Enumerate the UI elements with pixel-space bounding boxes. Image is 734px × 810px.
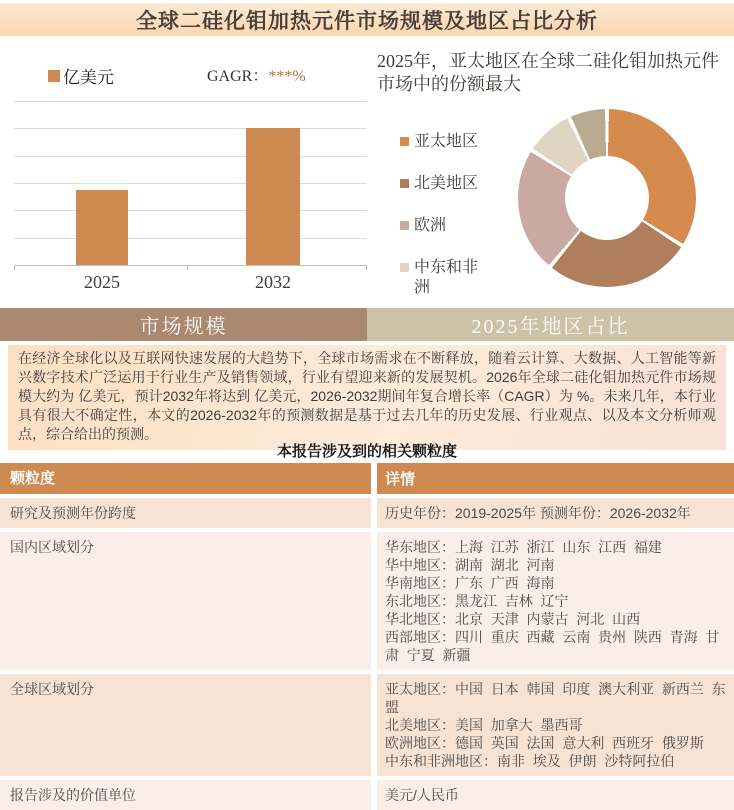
table-row <box>0 532 734 670</box>
donut-chart <box>518 109 696 287</box>
section-tabs <box>0 308 734 341</box>
detail-line: 中东和非洲地区：南非 埃及 伊朗 沙特阿拉伯 <box>385 753 675 769</box>
legend-item <box>400 216 488 236</box>
gridline <box>14 128 367 129</box>
row-value-cell <box>377 674 734 776</box>
tab-region-share[interactable]: 2025年地区占比 <box>367 308 734 341</box>
table-header-row <box>0 463 734 494</box>
row-value-cell <box>377 532 734 670</box>
detail-line: 历史年份：2019-2025年 预测年份：2026-2032年 <box>385 505 691 521</box>
legend-label: 亚太地区 <box>414 133 479 150</box>
detail-line: 西部地区：四川 重庆 西藏 云南 贵州 陕西 青海 甘肃 宁夏 新疆 <box>385 629 720 663</box>
detail-line: 北美地区：美国 加拿大 墨西哥 <box>385 717 583 733</box>
title-bar <box>0 3 734 36</box>
row-value-cell <box>377 498 734 528</box>
gridline <box>14 210 367 211</box>
row-label-cell: 报告涉及的价值单位 <box>0 780 371 810</box>
axis-tick <box>14 266 15 270</box>
detail-line: 亚太地区：中国 日本 韩国 印度 澳大利亚 新西兰 东盟 <box>385 681 726 715</box>
bar-chart <box>14 101 367 266</box>
bar-unit-label: 亿美元 <box>63 68 114 87</box>
table-header-granularity: 颗粒度 <box>0 463 371 494</box>
market-summary-paragraph: 在经济全球化以及互联网快速发展的大趋势下，全球市场需求在不断释放，随着云计算、大数据、人工智能等新兴数字技术广泛运用于行业生产及销售领域，行业有望迎来新的发展契机。2026年全球二硅化钼加热元件市场规模大约为 亿美元，预计2032年将达到 亿美元，2026-2032期间年复合增长率（CAGR）为 %。未来几年，本行业具有很大不确定性，本文的2026-2032年的预测数据是基于过去几年的历史发展、行业观点、以及本文分析师观点，综合给出的预测。 <box>8 345 726 450</box>
legend-marker-icon <box>400 221 409 230</box>
axis-tick <box>366 266 367 270</box>
row-label-cell: 研究及预测年份跨度 <box>0 498 371 528</box>
legend-item <box>400 132 488 152</box>
row-label-cell: 国内区域划分 <box>0 532 371 670</box>
row-value-cell <box>377 780 734 810</box>
legend-swatch-icon <box>48 70 60 82</box>
legend-marker-icon <box>400 179 409 188</box>
gridline <box>14 183 367 184</box>
gridline <box>14 101 367 102</box>
legend-marker-icon <box>400 137 409 146</box>
detail-line: 华东地区：上海 江苏 浙江 山东 江西 福建 <box>385 539 662 555</box>
detail-line: 东北地区：黑龙江 吉林 辽宁 <box>385 593 569 609</box>
charts-section <box>0 36 734 308</box>
detail-line: 美元/人民币 <box>385 787 459 803</box>
donut-legend <box>400 132 488 298</box>
row-label-cell: 全球区域划分 <box>0 674 371 776</box>
granularity-heading: 本报告涉及到的相关颗粒度 <box>276 443 457 460</box>
page-title: 全球二硅化钼加热元件市场规模及地区占比分析 <box>136 8 598 33</box>
cagr-value: ***% <box>268 68 306 85</box>
granularity-table <box>0 463 734 810</box>
legend-marker-icon <box>400 263 409 272</box>
legend-label: 中东和非洲 <box>414 259 479 296</box>
table-header-detail: 详情 <box>377 463 734 494</box>
table-row <box>0 780 734 810</box>
tab-market-size[interactable]: 市场规模 <box>0 308 367 341</box>
bar-2032 <box>246 128 300 265</box>
detail-line: 华南地区：广东 广西 海南 <box>385 575 555 591</box>
legend-label: 北美地区 <box>414 175 479 192</box>
cagr-label: GAGR： <box>207 68 269 85</box>
gridline <box>14 156 367 157</box>
detail-line: 华中地区：湖南 湖北 河南 <box>385 557 555 573</box>
gridline <box>14 238 367 239</box>
detail-line: 欧洲地区：德国 英国 法国 意大利 西班牙 俄罗斯 <box>385 735 704 751</box>
x-axis-label: 2032 <box>255 272 291 292</box>
table-row <box>0 674 734 776</box>
detail-line: 华北地区：北京 天津 内蒙古 河北 山西 <box>385 611 641 627</box>
legend-item <box>400 258 488 298</box>
cagr-text <box>207 63 306 86</box>
donut-hole <box>565 156 649 240</box>
axis-tick <box>187 266 188 270</box>
donut-heading: 2025年，亚太地区在全球二硅化钼加热元件市场中的份额最大 <box>377 51 719 94</box>
bar-chart-x-axis <box>14 272 367 294</box>
x-axis-label: 2025 <box>84 272 120 292</box>
legend-label: 欧洲 <box>414 217 447 234</box>
legend-item <box>400 174 488 194</box>
bar-2025 <box>76 190 128 265</box>
table-row <box>0 498 734 528</box>
bar-chart-legend <box>48 63 114 88</box>
